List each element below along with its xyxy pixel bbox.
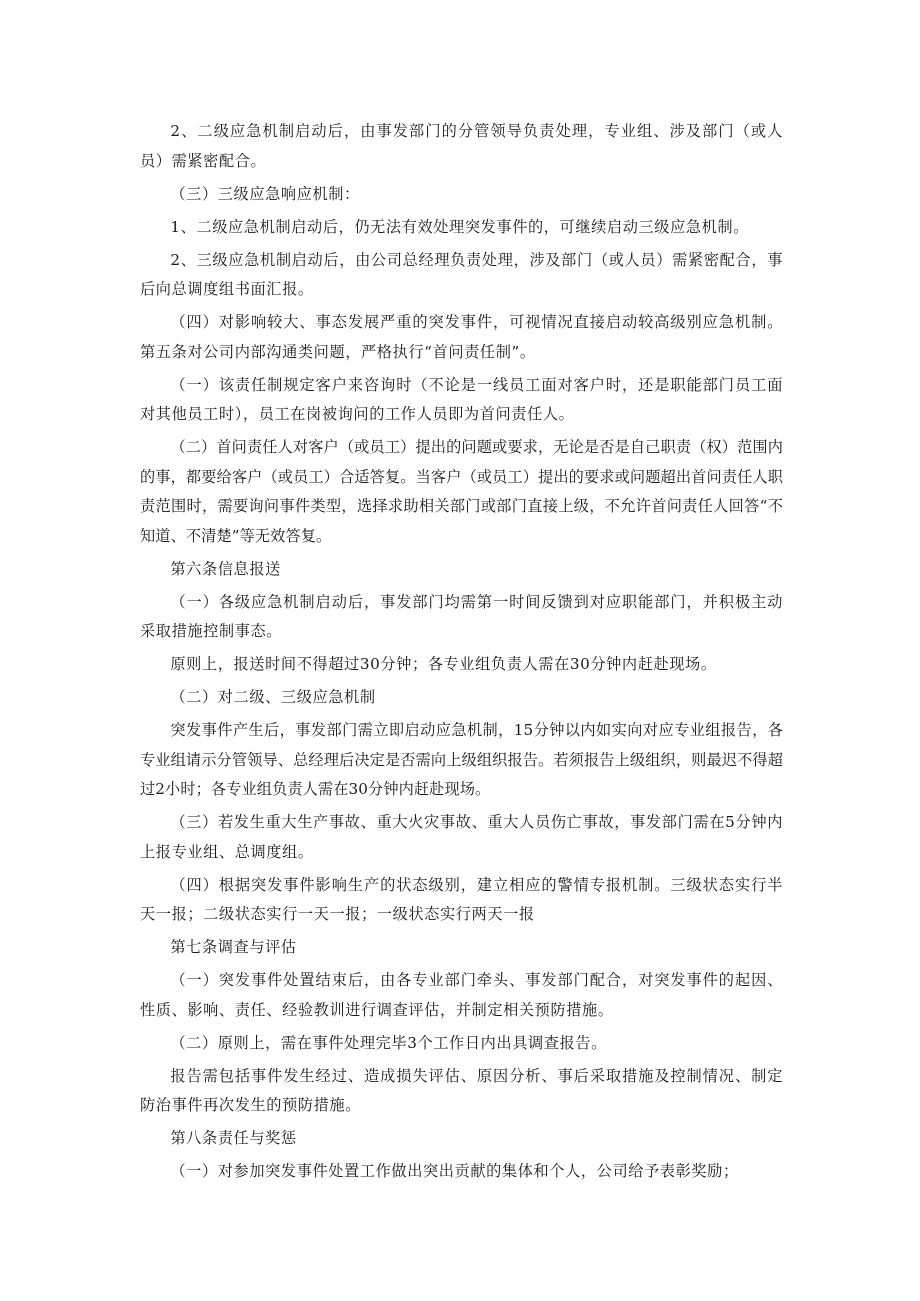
paragraph: （一）对参加突发事件处置工作做出突出贡献的集体和个人，公司给予表彰奖励；: [170, 1162, 739, 1180]
paragraph: （一）各级应急机制启动后，事发部门均需第一时间反馈到对应职能部门，并积极主动采取措施控制事态。: [140, 592, 783, 640]
paragraph: （四）对影响较大、事态发展严重的突发事件，可视情况直接启动较高级别应急机制。第五条对公司内部沟通类问题，严格执行“首问责任制”。: [140, 313, 783, 361]
paragraph: 原则上，报送时间不得超过30分钟；各专业组负责人需在30分钟内赶赴现场。: [170, 655, 717, 673]
paragraph: 2、三级应急机制启动后，由公司总经理负责处理，涉及部门（或人员）需紧密配合，事后向总调度组书面汇报。: [140, 250, 783, 298]
section-heading: （二）对二级、三级应急机制: [170, 688, 376, 706]
article-heading: 第八条责任与奖惩: [170, 1129, 297, 1147]
paragraph: （四）根据突发事件影响生产的状态级别，建立相应的警情专报机制。三级状态实行半天一报；二级状态实行一天一报；一级状态实行两天一报: [140, 875, 783, 923]
paragraph: （一）突发事件处置结束后，由各专业部门牵头、事发部门配合，对突发事件的起因、性质、影响、责任、经验教训进行调查评估，并制定相关预防措施。: [140, 971, 783, 1019]
paragraph: （二）原则上，需在事件处理完毕3个工作日内出具调查报告。: [170, 1033, 607, 1052]
document-body: [140, 117, 783, 1190]
paragraph: 1、二级应急机制启动后，仍无法有效处理突发事件的，可继续启动三级应急机制。: [170, 217, 750, 236]
paragraph: 报告需包括事件发生经过、造成损失评估、原因分析、事后采取措施及控制情况、制定防治事件再次发生的预防措施。: [140, 1066, 783, 1114]
paragraph: 2、二级应急机制启动后，由事发部门的分管领导负责处理，专业组、涉及部门（或人员）需紧密配合。: [140, 122, 783, 170]
paragraph: （三）若发生重大生产事故、重大火灾事故、重大人员伤亡事故，事发部门需在5分钟内上报专业组、总调度组。: [140, 813, 783, 861]
paragraph: （二）首问责任人对客户（或员工）提出的问题或要求，无论是否是自己职责（权）范围内的事，都要给客户（或员工）合适答复。当客户（或员工）提出的要求或问题超出首问责任人职责范围时，需要询问事件类型，选择求助相关部门或部门直接上级，不允许首问责任人回答“不知道、不清楚”等无效答复。: [140, 438, 783, 545]
article-heading: 第七条调查与评估: [170, 938, 297, 956]
section-heading: （三）三级应急响应机制：: [170, 184, 360, 203]
paragraph: （一）该责任制规定客户来咨询时（不论是一线员工面对客户时，还是职能部门员工面对其他员工时），员工在岗被询问的工作人员即为首问责任人。: [140, 375, 783, 423]
paragraph: 突发事件产生后，事发部门需立即启动应急机制，15分钟以内如实向对应专业组报告，各专业组请示分管领导、总经理后决定是否需向上级组织报告。若须报告上级组织，则最迟不得超过2小时；各专业组负责人需在30分钟内赶赴现场。: [140, 721, 783, 798]
article-heading: 第六条信息报送: [170, 559, 281, 578]
